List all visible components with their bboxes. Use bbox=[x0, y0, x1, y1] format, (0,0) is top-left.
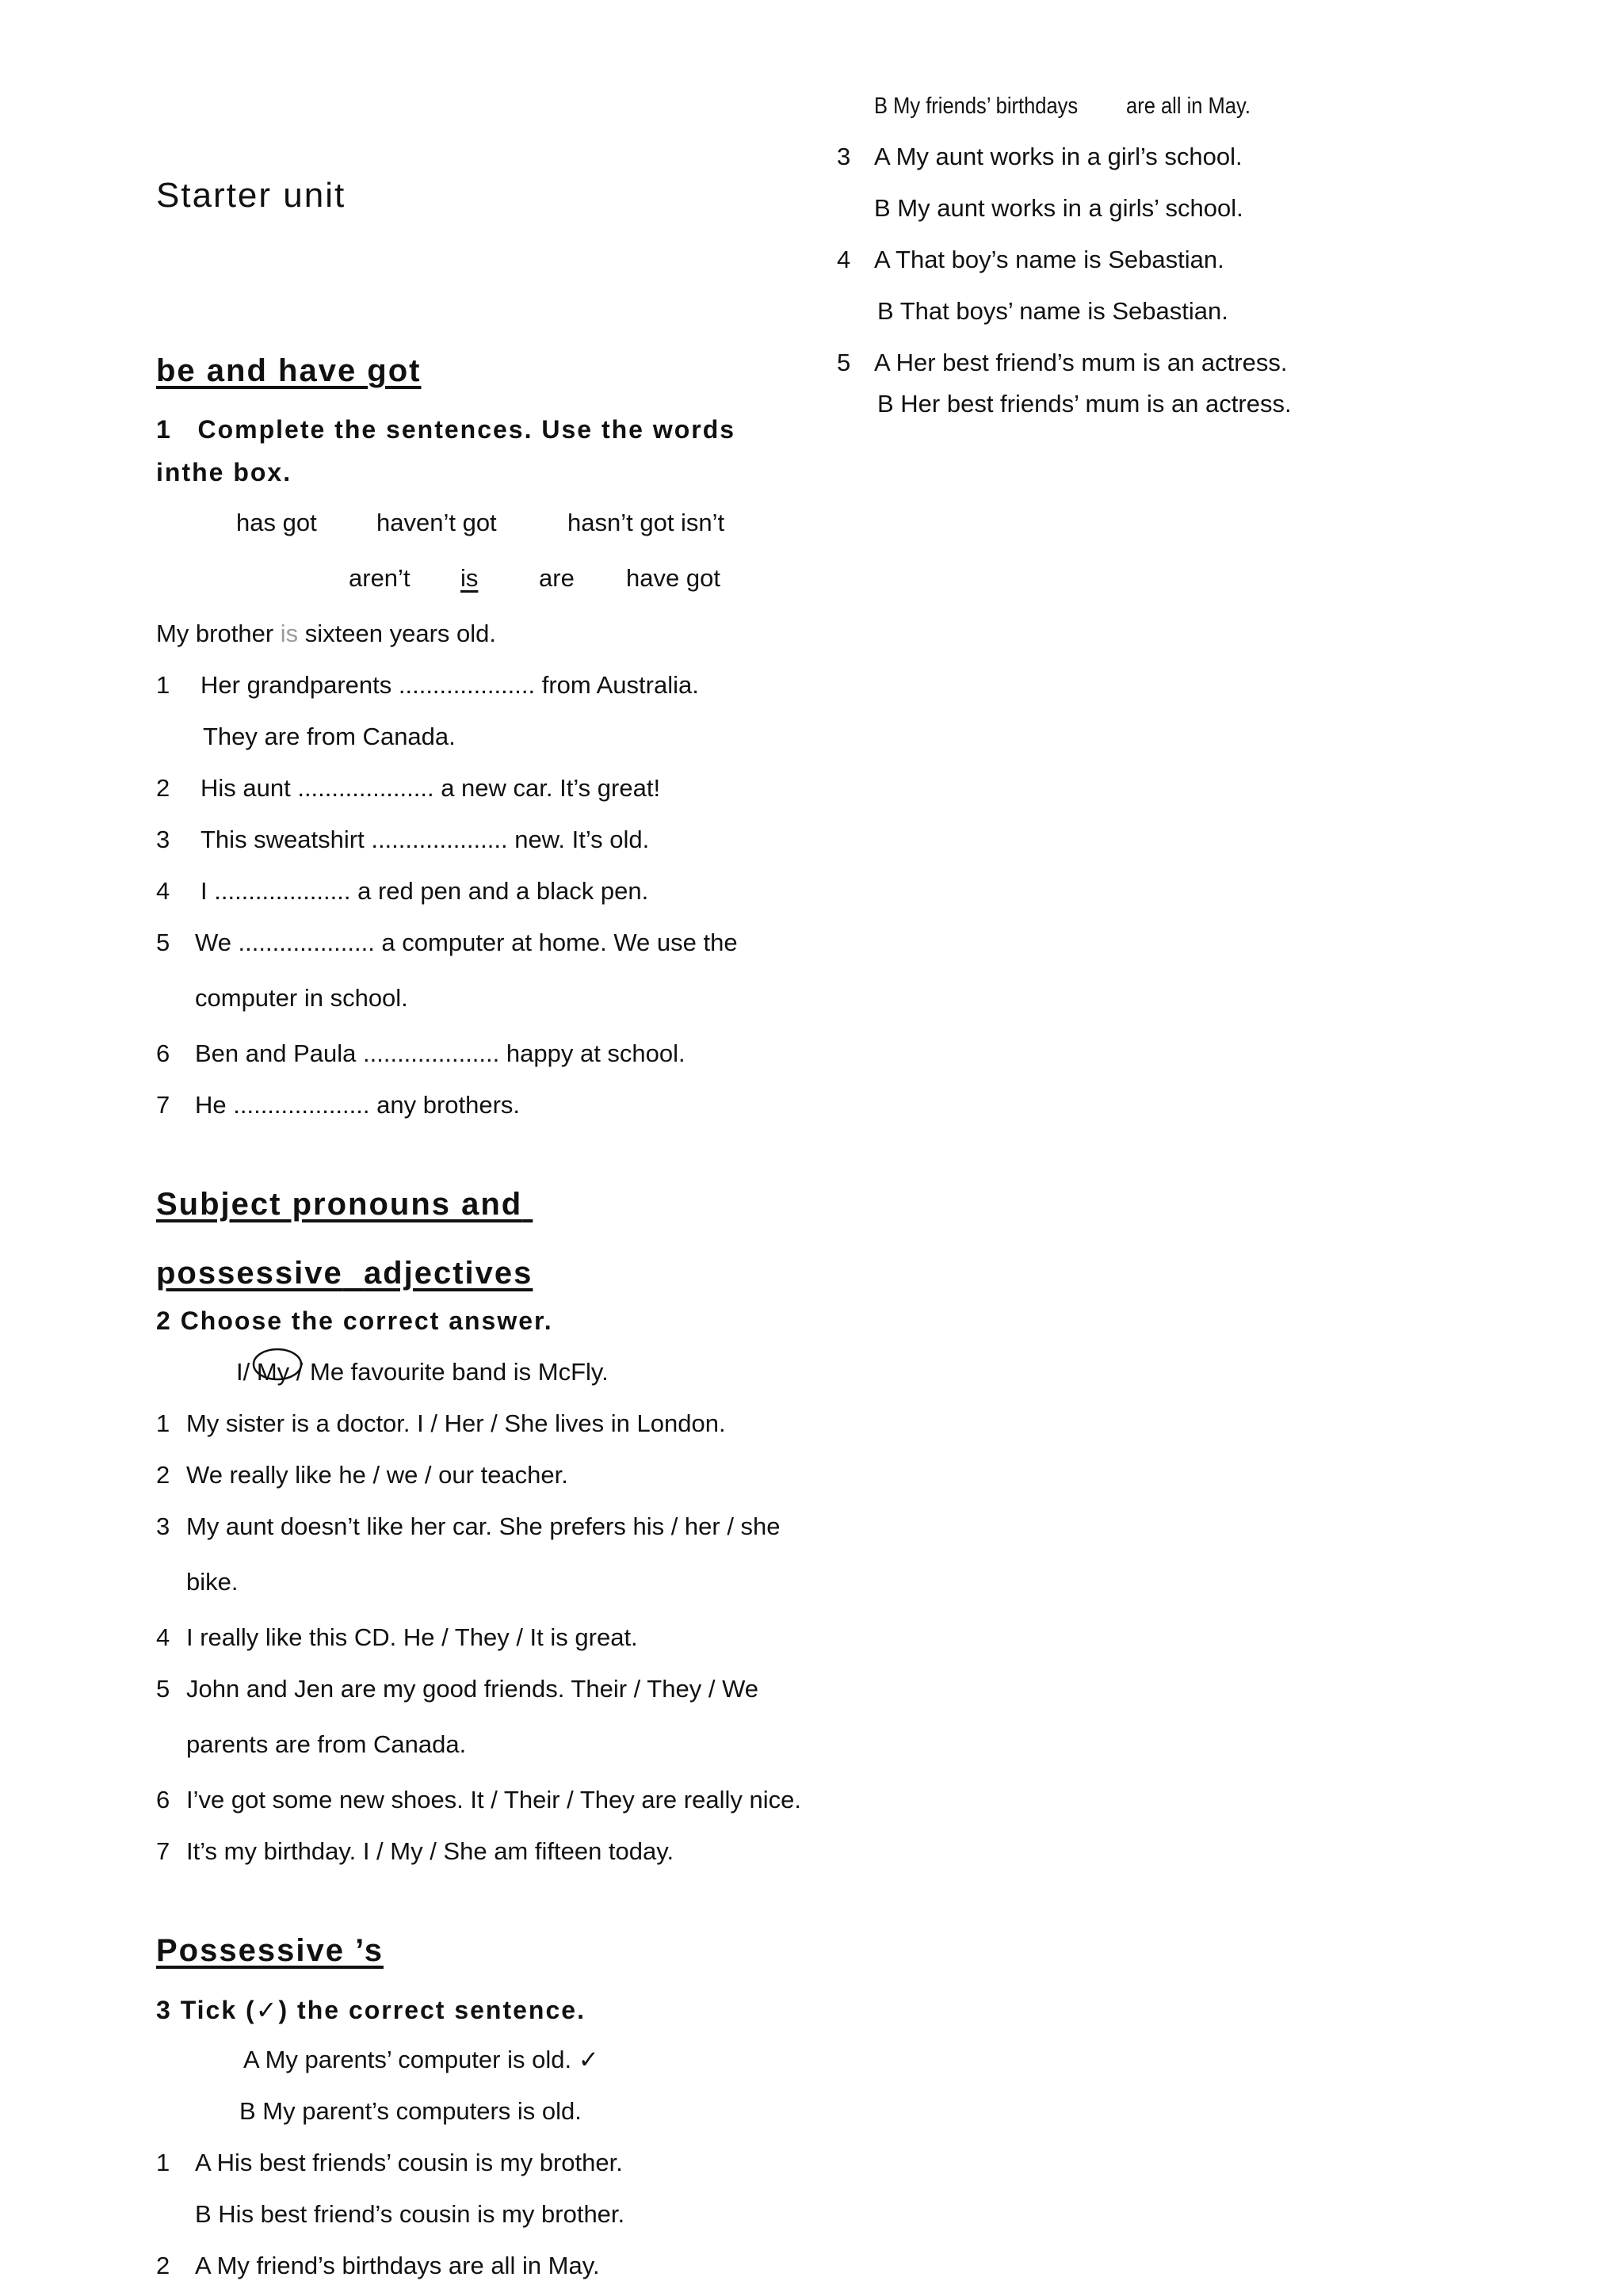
item-text: My aunt doesn’t like her car. She prefers his / her / she bbox=[186, 1512, 781, 1540]
item-text: I’ve got some new shoes. It / Their / They are really nice. bbox=[186, 1786, 801, 1814]
word-box-item: haven’t got bbox=[376, 509, 497, 536]
exercise-3-example-a: A My parents’ computer is old. ✓ bbox=[243, 2046, 599, 2073]
item-number: 2 bbox=[156, 2252, 170, 2279]
item-number: 4 bbox=[837, 246, 851, 273]
example-answer: is bbox=[280, 620, 299, 647]
exercise-1-instruction bbox=[156, 408, 806, 494]
circled-answer bbox=[257, 1356, 289, 1388]
word-box-item-underlined: is bbox=[460, 564, 479, 592]
example-text: sixteen years old. bbox=[298, 620, 497, 647]
page-title: Starter unit bbox=[156, 176, 346, 215]
word-box-item: has got bbox=[236, 509, 317, 536]
exercise-2-instruction: 2 Choose the correct answer. bbox=[156, 1306, 553, 1335]
list-item bbox=[156, 1673, 758, 1705]
list-item bbox=[837, 244, 1224, 276]
heading-text: possessive bbox=[156, 1256, 343, 1291]
list-item-continuation: computer in school. bbox=[195, 984, 408, 1012]
section-heading-subject-pronouns bbox=[156, 1187, 533, 1222]
item-text: I .................... a red pen and a black pen. bbox=[200, 877, 649, 905]
list-item bbox=[156, 772, 660, 804]
item-text: This sweatshirt .................... new. It’s old. bbox=[200, 826, 650, 853]
item-number: 1 bbox=[156, 2149, 170, 2176]
item-text: A My friend’s birthdays are all in May. bbox=[195, 2252, 600, 2279]
example-text: I/ bbox=[236, 1358, 257, 1386]
item-number: 4 bbox=[156, 1623, 170, 1651]
item-text: His aunt .................... a new car. It’s great! bbox=[200, 774, 661, 802]
example-text: My brother bbox=[156, 620, 281, 647]
section-heading-be-have-got: be and have got bbox=[156, 353, 422, 388]
list-item bbox=[156, 1408, 726, 1440]
list-item bbox=[156, 1089, 520, 1121]
item-number: 2 bbox=[156, 774, 170, 802]
exercise-1-text: Complete the sentences. Use the words inthe box. bbox=[156, 415, 736, 486]
list-item-continuation: They are from Canada. bbox=[203, 723, 456, 750]
exercise-3-example-b: B My parent’s computers is old. bbox=[239, 2097, 582, 2125]
list-item bbox=[156, 2147, 623, 2179]
word-box-item: are bbox=[539, 564, 575, 592]
list-item bbox=[156, 1836, 674, 1867]
item-number: 3 bbox=[156, 1512, 170, 1540]
item-text: Her grandparents .................... from Australia. bbox=[200, 671, 699, 699]
item-text: He .................... any brothers. bbox=[195, 1091, 521, 1119]
item-number: 6 bbox=[156, 1786, 170, 1814]
right-column-top-line bbox=[874, 90, 1267, 122]
item-number: 1 bbox=[156, 671, 170, 699]
example-answer: My bbox=[256, 1358, 290, 1386]
list-item-continuation: parents are from Canada. bbox=[186, 1730, 467, 1758]
item-text: We .................... a computer at home. We use the bbox=[195, 929, 738, 956]
item-text: It’s my birthday. I / My / She am fifteen today. bbox=[186, 1837, 674, 1865]
item-text: We really like he / we / our teacher. bbox=[186, 1461, 568, 1489]
list-item bbox=[156, 1038, 685, 1070]
item-text: are all in May. bbox=[1126, 93, 1251, 119]
list-item bbox=[156, 1511, 781, 1543]
section-heading-possessive-adjectives bbox=[156, 1256, 533, 1291]
list-item bbox=[156, 669, 699, 701]
item-text: A Her best friend’s mum is an actress. bbox=[874, 349, 1288, 376]
list-item bbox=[156, 1459, 568, 1491]
list-item bbox=[837, 141, 1243, 173]
item-text: My sister is a doctor. I / Her / She lives in London. bbox=[186, 1409, 726, 1437]
item-number: 4 bbox=[156, 877, 170, 905]
item-number: 6 bbox=[156, 1039, 170, 1067]
example-text: / Me favourite band is McFly. bbox=[289, 1358, 609, 1386]
list-item bbox=[837, 347, 1287, 379]
list-item-continuation: B His best friend’s cousin is my brother. bbox=[195, 2200, 625, 2228]
item-text: A My aunt works in a girl’s school. bbox=[874, 143, 1243, 170]
item-text: John and Jen are my good friends. Their / They / We bbox=[186, 1675, 759, 1703]
list-item bbox=[156, 824, 649, 856]
list-item-continuation: bike. bbox=[186, 1568, 239, 1596]
list-item bbox=[156, 875, 648, 907]
item-number: 2 bbox=[156, 1461, 170, 1489]
word-box-item: hasn’t got isn’t bbox=[567, 509, 725, 536]
item-text: I really like this CD. He / They / It is great. bbox=[186, 1623, 638, 1651]
item-number: 5 bbox=[837, 349, 851, 376]
exercise-1-example bbox=[156, 618, 496, 650]
exercise-2-example bbox=[236, 1356, 609, 1388]
list-item bbox=[156, 927, 738, 959]
item-number: 1 bbox=[156, 1409, 170, 1437]
exercise-1-number: 1 bbox=[156, 415, 172, 444]
word-box-item: aren’t bbox=[349, 564, 411, 592]
item-number: 7 bbox=[156, 1837, 170, 1865]
word-box-item: have got bbox=[626, 564, 720, 592]
item-number: 7 bbox=[156, 1091, 170, 1119]
item-text: A That boy’s name is Sebastian. bbox=[874, 246, 1224, 273]
answer-circle-icon bbox=[252, 1347, 303, 1382]
heading-text: Subject pronouns and bbox=[156, 1187, 523, 1222]
item-number: 3 bbox=[837, 143, 851, 170]
list-item-continuation: B My aunt works in a girls’ school. bbox=[874, 194, 1243, 222]
exercise-3-instruction: 3 Tick (✓) the correct sentence. bbox=[156, 1996, 586, 2024]
item-number: 5 bbox=[156, 929, 170, 956]
list-item-continuation: B That boys’ name is Sebastian. bbox=[877, 297, 1228, 325]
list-item-continuation: B Her best friends’ mum is an actress. bbox=[877, 390, 1292, 418]
item-number: 5 bbox=[156, 1675, 170, 1703]
list-item bbox=[156, 1622, 638, 1653]
list-item bbox=[156, 2250, 600, 2282]
heading-text: adjectives bbox=[363, 1256, 533, 1291]
item-number: 3 bbox=[156, 826, 170, 853]
section-heading-possessive-s: Possessive ’s bbox=[156, 1933, 384, 1968]
item-text: A His best friends’ cousin is my brother. bbox=[195, 2149, 623, 2176]
item-text: Ben and Paula .................... happy at school. bbox=[195, 1039, 685, 1067]
list-item bbox=[156, 1784, 801, 1816]
item-text: B My friends’ birthdays bbox=[874, 93, 1079, 119]
